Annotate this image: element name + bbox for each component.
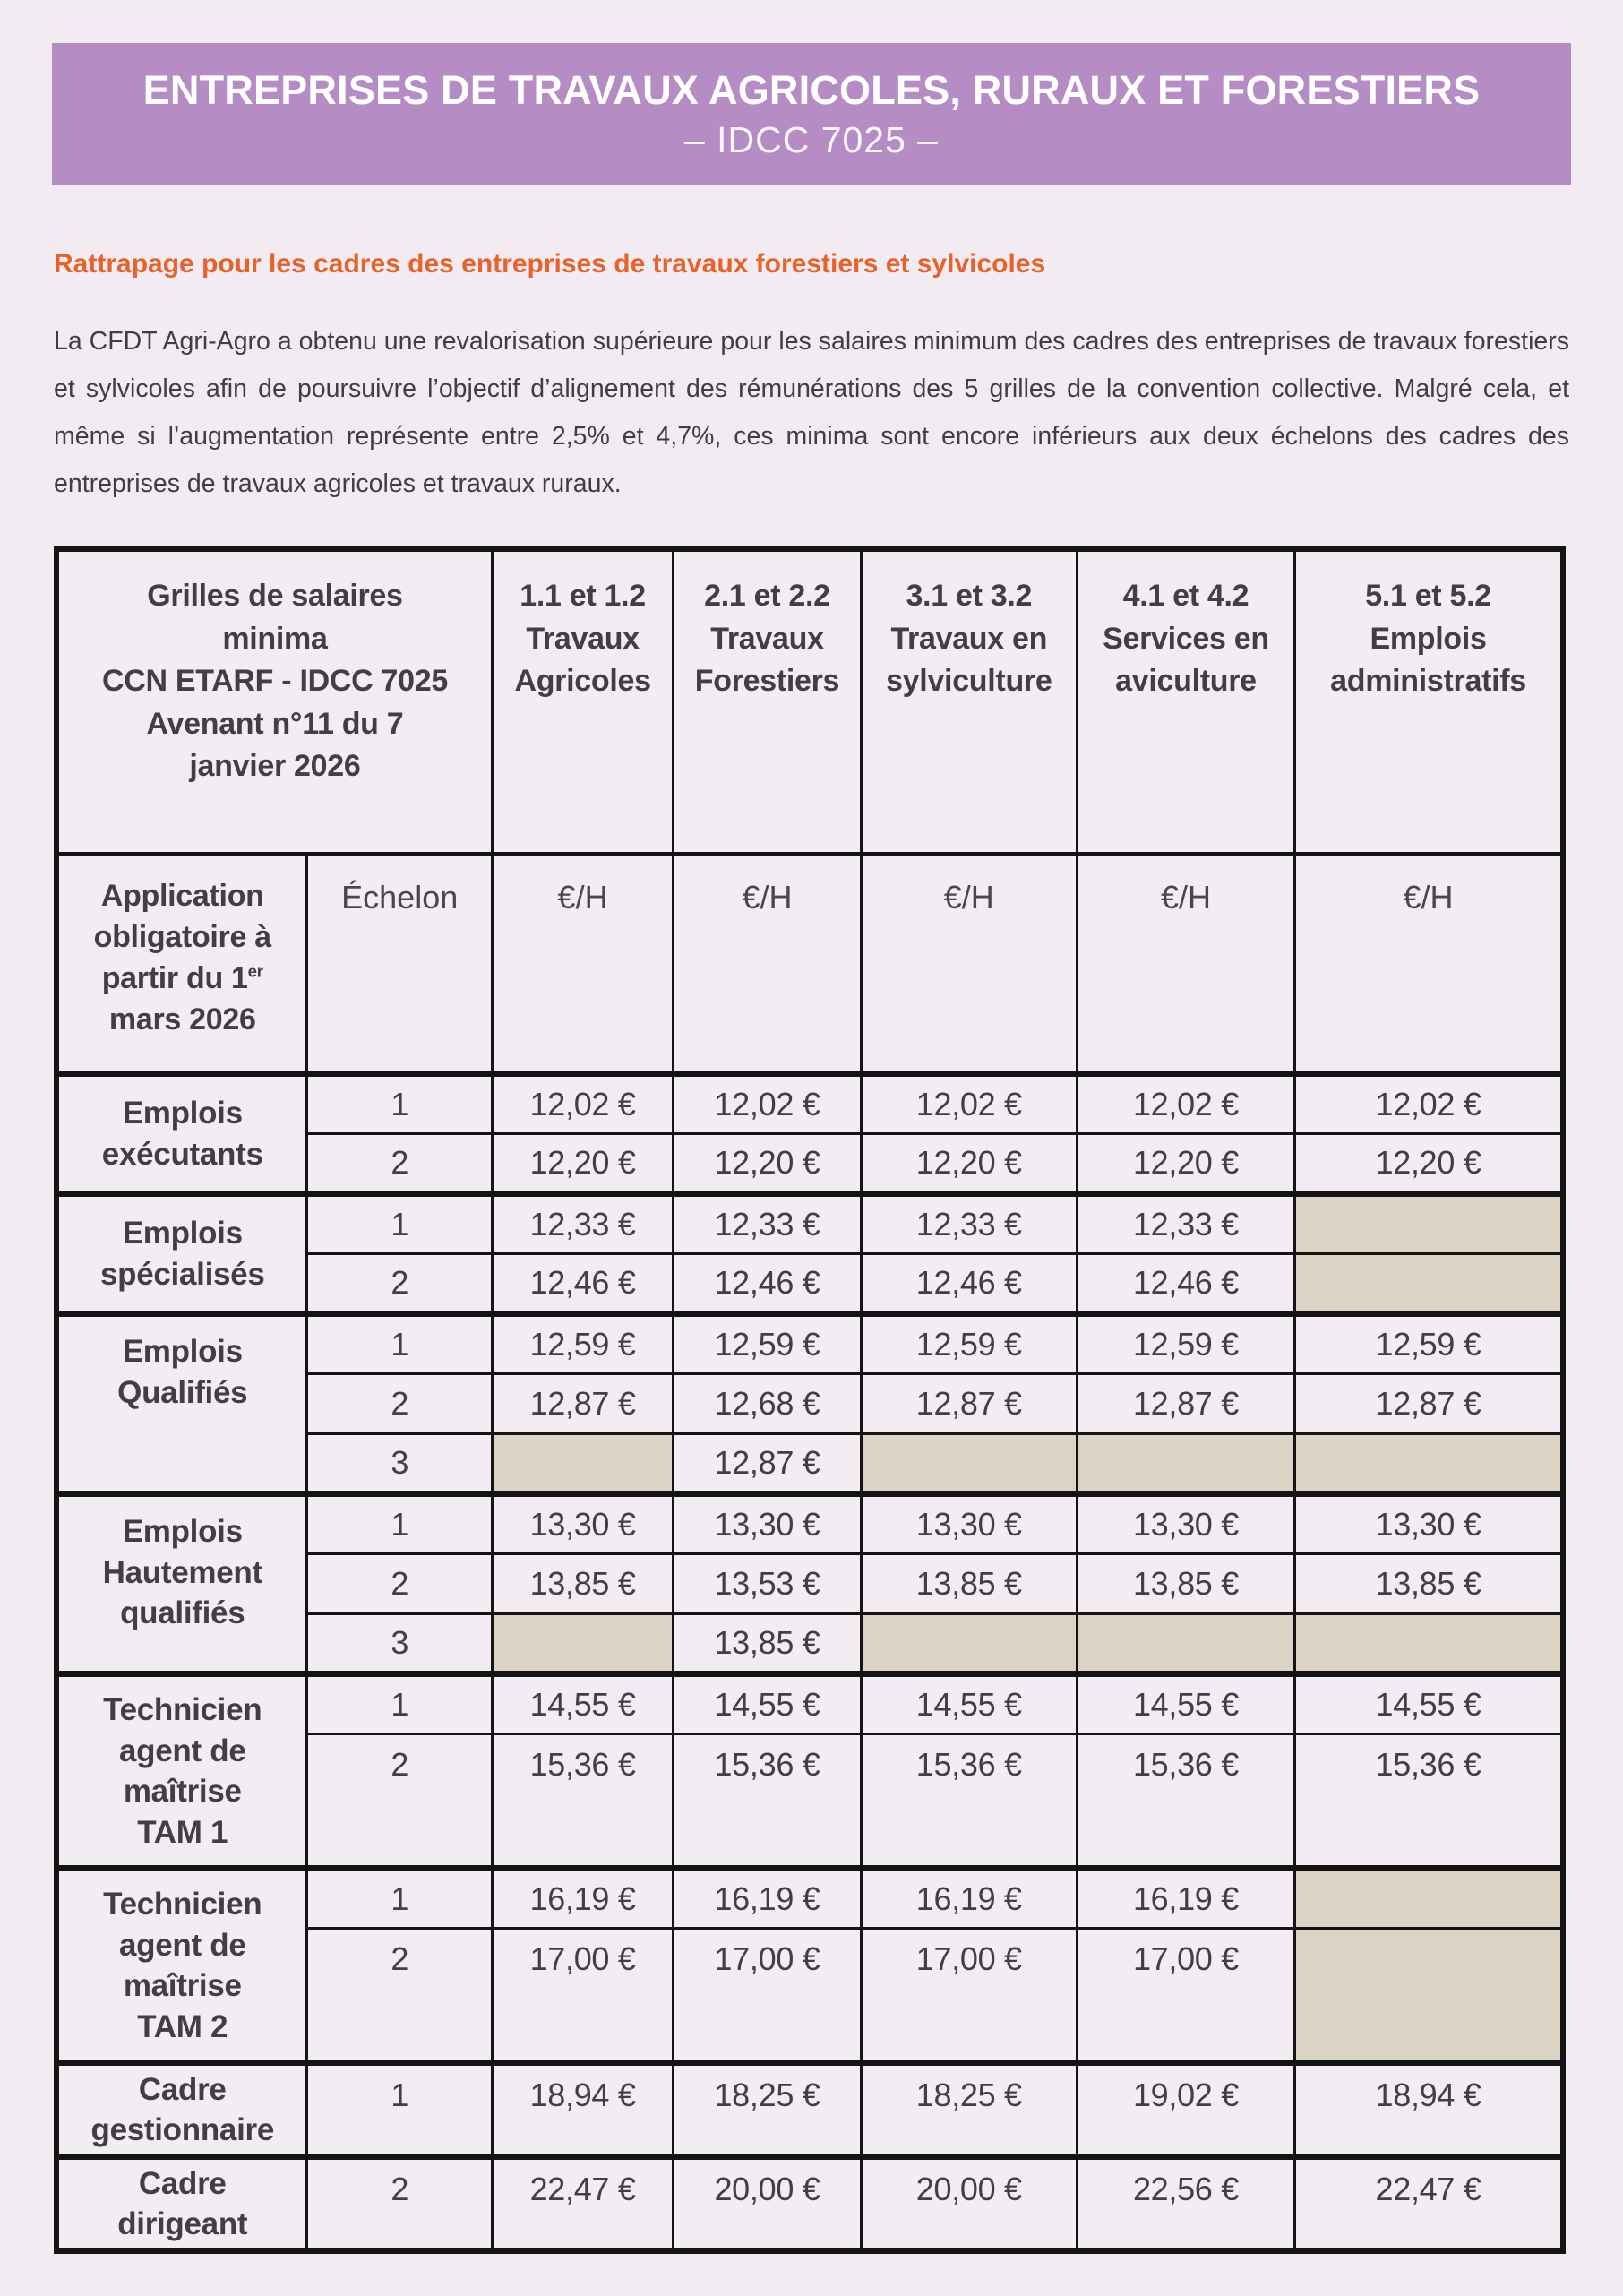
column-header-emplois-administratifs: 5.1 et 5.2 Emplois administratifs: [1295, 549, 1563, 855]
salary-value-cell: 18,94 €: [1295, 2063, 1563, 2157]
salary-value-cell: 17,00 €: [1077, 1929, 1294, 2063]
echelon-cell: 2: [307, 2157, 492, 2251]
title-banner: [52, 43, 1571, 185]
empty-cell: [492, 1434, 673, 1494]
echelon-cell: 1: [307, 2063, 492, 2157]
category-label-cell: Emplois Hautement qualifiés: [56, 1494, 307, 1674]
echelon-cell: 2: [307, 1254, 492, 1314]
category-label-cell: Technicien agent de maîtrise TAM 2: [56, 1869, 307, 2063]
salary-value-cell: 12,20 €: [1077, 1134, 1294, 1194]
salary-value-cell: 12,59 €: [674, 1314, 861, 1374]
echelon-cell: 2: [307, 1134, 492, 1194]
table-row: [56, 1674, 1563, 1734]
salary-table-head: [56, 549, 1563, 1074]
salary-value-cell: 12,87 €: [861, 1374, 1077, 1434]
salary-value-cell: 13,30 €: [861, 1494, 1077, 1554]
category-label-cell: Emplois Qualifiés: [56, 1314, 307, 1494]
salary-value-cell: 22,47 €: [1295, 2157, 1563, 2251]
application-text-suffix: mars 2026: [108, 1002, 256, 1036]
category-label-cell: Cadre dirigeant: [56, 2157, 307, 2251]
echelon-cell: 2: [307, 1554, 492, 1614]
echelon-cell: 1: [307, 1494, 492, 1554]
salary-value-cell: 12,87 €: [674, 1434, 861, 1494]
empty-cell: [1295, 1929, 1563, 2063]
salary-value-cell: 13,85 €: [492, 1554, 673, 1614]
salary-value-cell: 16,19 €: [1077, 1869, 1294, 1929]
intro-paragraph: La CFDT Agri-Agro a obtenu une revalorisation supérieure pour les salaires minimum des cadres des entreprises de travaux forestiers et sylvicoles afin de poursuivre l’objectif d’alignement des rémunérations des 5 grilles de la convention collective. Malgré cela, et même si l’augmentation représente entre 2,5% et 4,7%, ces minima sont encore inférieurs aux deux échelons des cadres des entreprises de travaux agricoles et travaux ruraux.: [54, 327, 1569, 498]
unit-header-cell: €/H: [861, 855, 1077, 1074]
salary-value-cell: 15,36 €: [674, 1734, 861, 1869]
salary-value-cell: 18,94 €: [492, 2063, 673, 2157]
table-row: [56, 1494, 1563, 1554]
column-header-travaux-forestiers: 2.1 et 2.2 Travaux Forestiers: [674, 549, 861, 855]
salary-value-cell: 13,30 €: [674, 1494, 861, 1554]
unit-header-cell: €/H: [492, 855, 673, 1074]
echelon-cell: 3: [307, 1614, 492, 1674]
table-group-header-row: [56, 549, 1563, 855]
salary-value-cell: 15,36 €: [1077, 1734, 1294, 1869]
echelon-cell: 1: [307, 1674, 492, 1734]
column-header-services-aviculture: 4.1 et 4.2 Services en aviculture: [1077, 549, 1294, 855]
salary-value-cell: 12,68 €: [674, 1374, 861, 1434]
salary-value-cell: 18,25 €: [674, 2063, 861, 2157]
section-heading: Rattrapage pour les cadres des entreprises de travaux forestiers et sylvicoles: [54, 249, 1046, 279]
empty-cell: [1295, 1614, 1563, 1674]
salary-value-cell: 13,85 €: [1077, 1554, 1294, 1614]
empty-cell: [1077, 1434, 1294, 1494]
salary-value-cell: 12,59 €: [492, 1314, 673, 1374]
echelon-cell: 1: [307, 1194, 492, 1254]
empty-cell: [861, 1614, 1077, 1674]
salary-value-cell: 18,25 €: [861, 2063, 1077, 2157]
salary-value-cell: 12,33 €: [492, 1194, 673, 1254]
salary-value-cell: 12,87 €: [1295, 1374, 1563, 1434]
salary-value-cell: 13,30 €: [1077, 1494, 1294, 1554]
unit-header-cell: €/H: [1295, 855, 1563, 1074]
empty-cell: [1077, 1614, 1294, 1674]
echelon-cell: 2: [307, 1374, 492, 1434]
table-row: [56, 1869, 1563, 1929]
salary-value-cell: 17,00 €: [674, 1929, 861, 2063]
empty-cell: [1295, 1434, 1563, 1494]
salary-value-cell: 13,85 €: [861, 1554, 1077, 1614]
salary-value-cell: 12,02 €: [1077, 1074, 1294, 1134]
table-subheader-row: [56, 855, 1563, 1074]
echelon-header-cell: Échelon: [307, 855, 492, 1074]
salary-value-cell: 22,56 €: [1077, 2157, 1294, 2251]
salary-value-cell: 12,46 €: [492, 1254, 673, 1314]
empty-cell: [861, 1434, 1077, 1494]
salary-value-cell: 13,85 €: [1295, 1554, 1563, 1614]
salary-value-cell: 17,00 €: [492, 1929, 673, 2063]
salary-value-cell: 20,00 €: [674, 2157, 861, 2251]
salary-value-cell: 12,46 €: [861, 1254, 1077, 1314]
salary-value-cell: 14,55 €: [1295, 1674, 1563, 1734]
document-subtitle: – IDCC 7025 –: [683, 118, 940, 160]
salary-value-cell: 16,19 €: [674, 1869, 861, 1929]
category-label-cell: Cadre gestionnaire: [56, 2063, 307, 2157]
salary-value-cell: 14,55 €: [861, 1674, 1077, 1734]
salary-value-cell: 12,02 €: [492, 1074, 673, 1134]
salary-value-cell: 12,87 €: [492, 1374, 673, 1434]
salary-value-cell: 13,85 €: [674, 1614, 861, 1674]
category-label-cell: Technicien agent de maîtrise TAM 1: [56, 1674, 307, 1869]
salary-value-cell: 12,33 €: [674, 1194, 861, 1254]
echelon-cell: 1: [307, 1074, 492, 1134]
empty-cell: [1295, 1869, 1563, 1929]
table-row: [56, 1314, 1563, 1374]
salary-value-cell: 12,20 €: [492, 1134, 673, 1194]
salary-value-cell: 15,36 €: [1295, 1734, 1563, 1869]
salary-value-cell: 14,55 €: [492, 1674, 673, 1734]
salary-value-cell: 14,55 €: [1077, 1674, 1294, 1734]
unit-header-cell: €/H: [1077, 855, 1294, 1074]
salary-value-cell: 12,46 €: [674, 1254, 861, 1314]
salary-value-cell: 12,20 €: [674, 1134, 861, 1194]
salary-value-cell: 12,87 €: [1077, 1374, 1294, 1434]
salary-value-cell: 15,36 €: [492, 1734, 673, 1869]
salary-value-cell: 15,36 €: [861, 1734, 1077, 1869]
salary-table-body: [56, 1074, 1563, 2251]
salary-value-cell: 16,19 €: [861, 1869, 1077, 1929]
unit-header-cell: €/H: [674, 855, 861, 1074]
echelon-cell: 3: [307, 1434, 492, 1494]
category-label-cell: Emplois spécialisés: [56, 1194, 307, 1314]
salary-value-cell: 12,59 €: [1077, 1314, 1294, 1374]
salary-value-cell: 12,02 €: [674, 1074, 861, 1134]
salary-value-cell: 12,20 €: [861, 1134, 1077, 1194]
category-label-cell: Emplois exécutants: [56, 1074, 307, 1194]
salary-value-cell: 12,59 €: [861, 1314, 1077, 1374]
salary-value-cell: 12,20 €: [1295, 1134, 1563, 1194]
salary-value-cell: 19,02 €: [1077, 2063, 1294, 2157]
salary-table: [54, 546, 1566, 2254]
table-row: [56, 1194, 1563, 1254]
salary-value-cell: 12,46 €: [1077, 1254, 1294, 1314]
salary-value-cell: 12,59 €: [1295, 1314, 1563, 1374]
salary-value-cell: 16,19 €: [492, 1869, 673, 1929]
salary-value-cell: 20,00 €: [861, 2157, 1077, 2251]
empty-cell: [1295, 1194, 1563, 1254]
echelon-cell: 2: [307, 1929, 492, 2063]
salary-value-cell: 13,53 €: [674, 1554, 861, 1614]
empty-cell: [1295, 1254, 1563, 1314]
echelon-cell: 1: [307, 1314, 492, 1374]
salary-value-cell: 12,02 €: [1295, 1074, 1563, 1134]
salary-value-cell: 17,00 €: [861, 1929, 1077, 2063]
column-header-travaux-sylviculture: 3.1 et 3.2 Travaux en sylviculture: [861, 549, 1077, 855]
table-row: [56, 2157, 1563, 2251]
application-text-prefix: Application obligatoire à partir du 1: [93, 879, 271, 995]
column-header-travaux-agricoles: 1.1 et 1.2 Travaux Agricoles: [492, 549, 673, 855]
application-superscript: er: [247, 961, 263, 981]
salary-value-cell: 22,47 €: [492, 2157, 673, 2251]
salary-value-cell: 12,33 €: [1077, 1194, 1294, 1254]
corner-header-cell: Grilles de salaires minima CCN ETARF - IDCC 7025 Avenant n°11 du 7 janvier 2026: [56, 549, 492, 855]
echelon-cell: 2: [307, 1734, 492, 1869]
echelon-cell: 1: [307, 1869, 492, 1929]
salary-value-cell: 14,55 €: [674, 1674, 861, 1734]
salary-value-cell: 12,33 €: [861, 1194, 1077, 1254]
salary-value-cell: 12,02 €: [861, 1074, 1077, 1134]
table-row: [56, 2063, 1563, 2157]
document-title: ENTREPRISES DE TRAVAUX AGRICOLES, RURAUX ET FORESTIERS: [142, 66, 1481, 113]
salary-value-cell: 13,30 €: [1295, 1494, 1563, 1554]
table-row: [56, 1074, 1563, 1134]
salary-value-cell: 13,30 €: [492, 1494, 673, 1554]
application-date-header-cell: [56, 855, 307, 1074]
empty-cell: [492, 1614, 673, 1674]
